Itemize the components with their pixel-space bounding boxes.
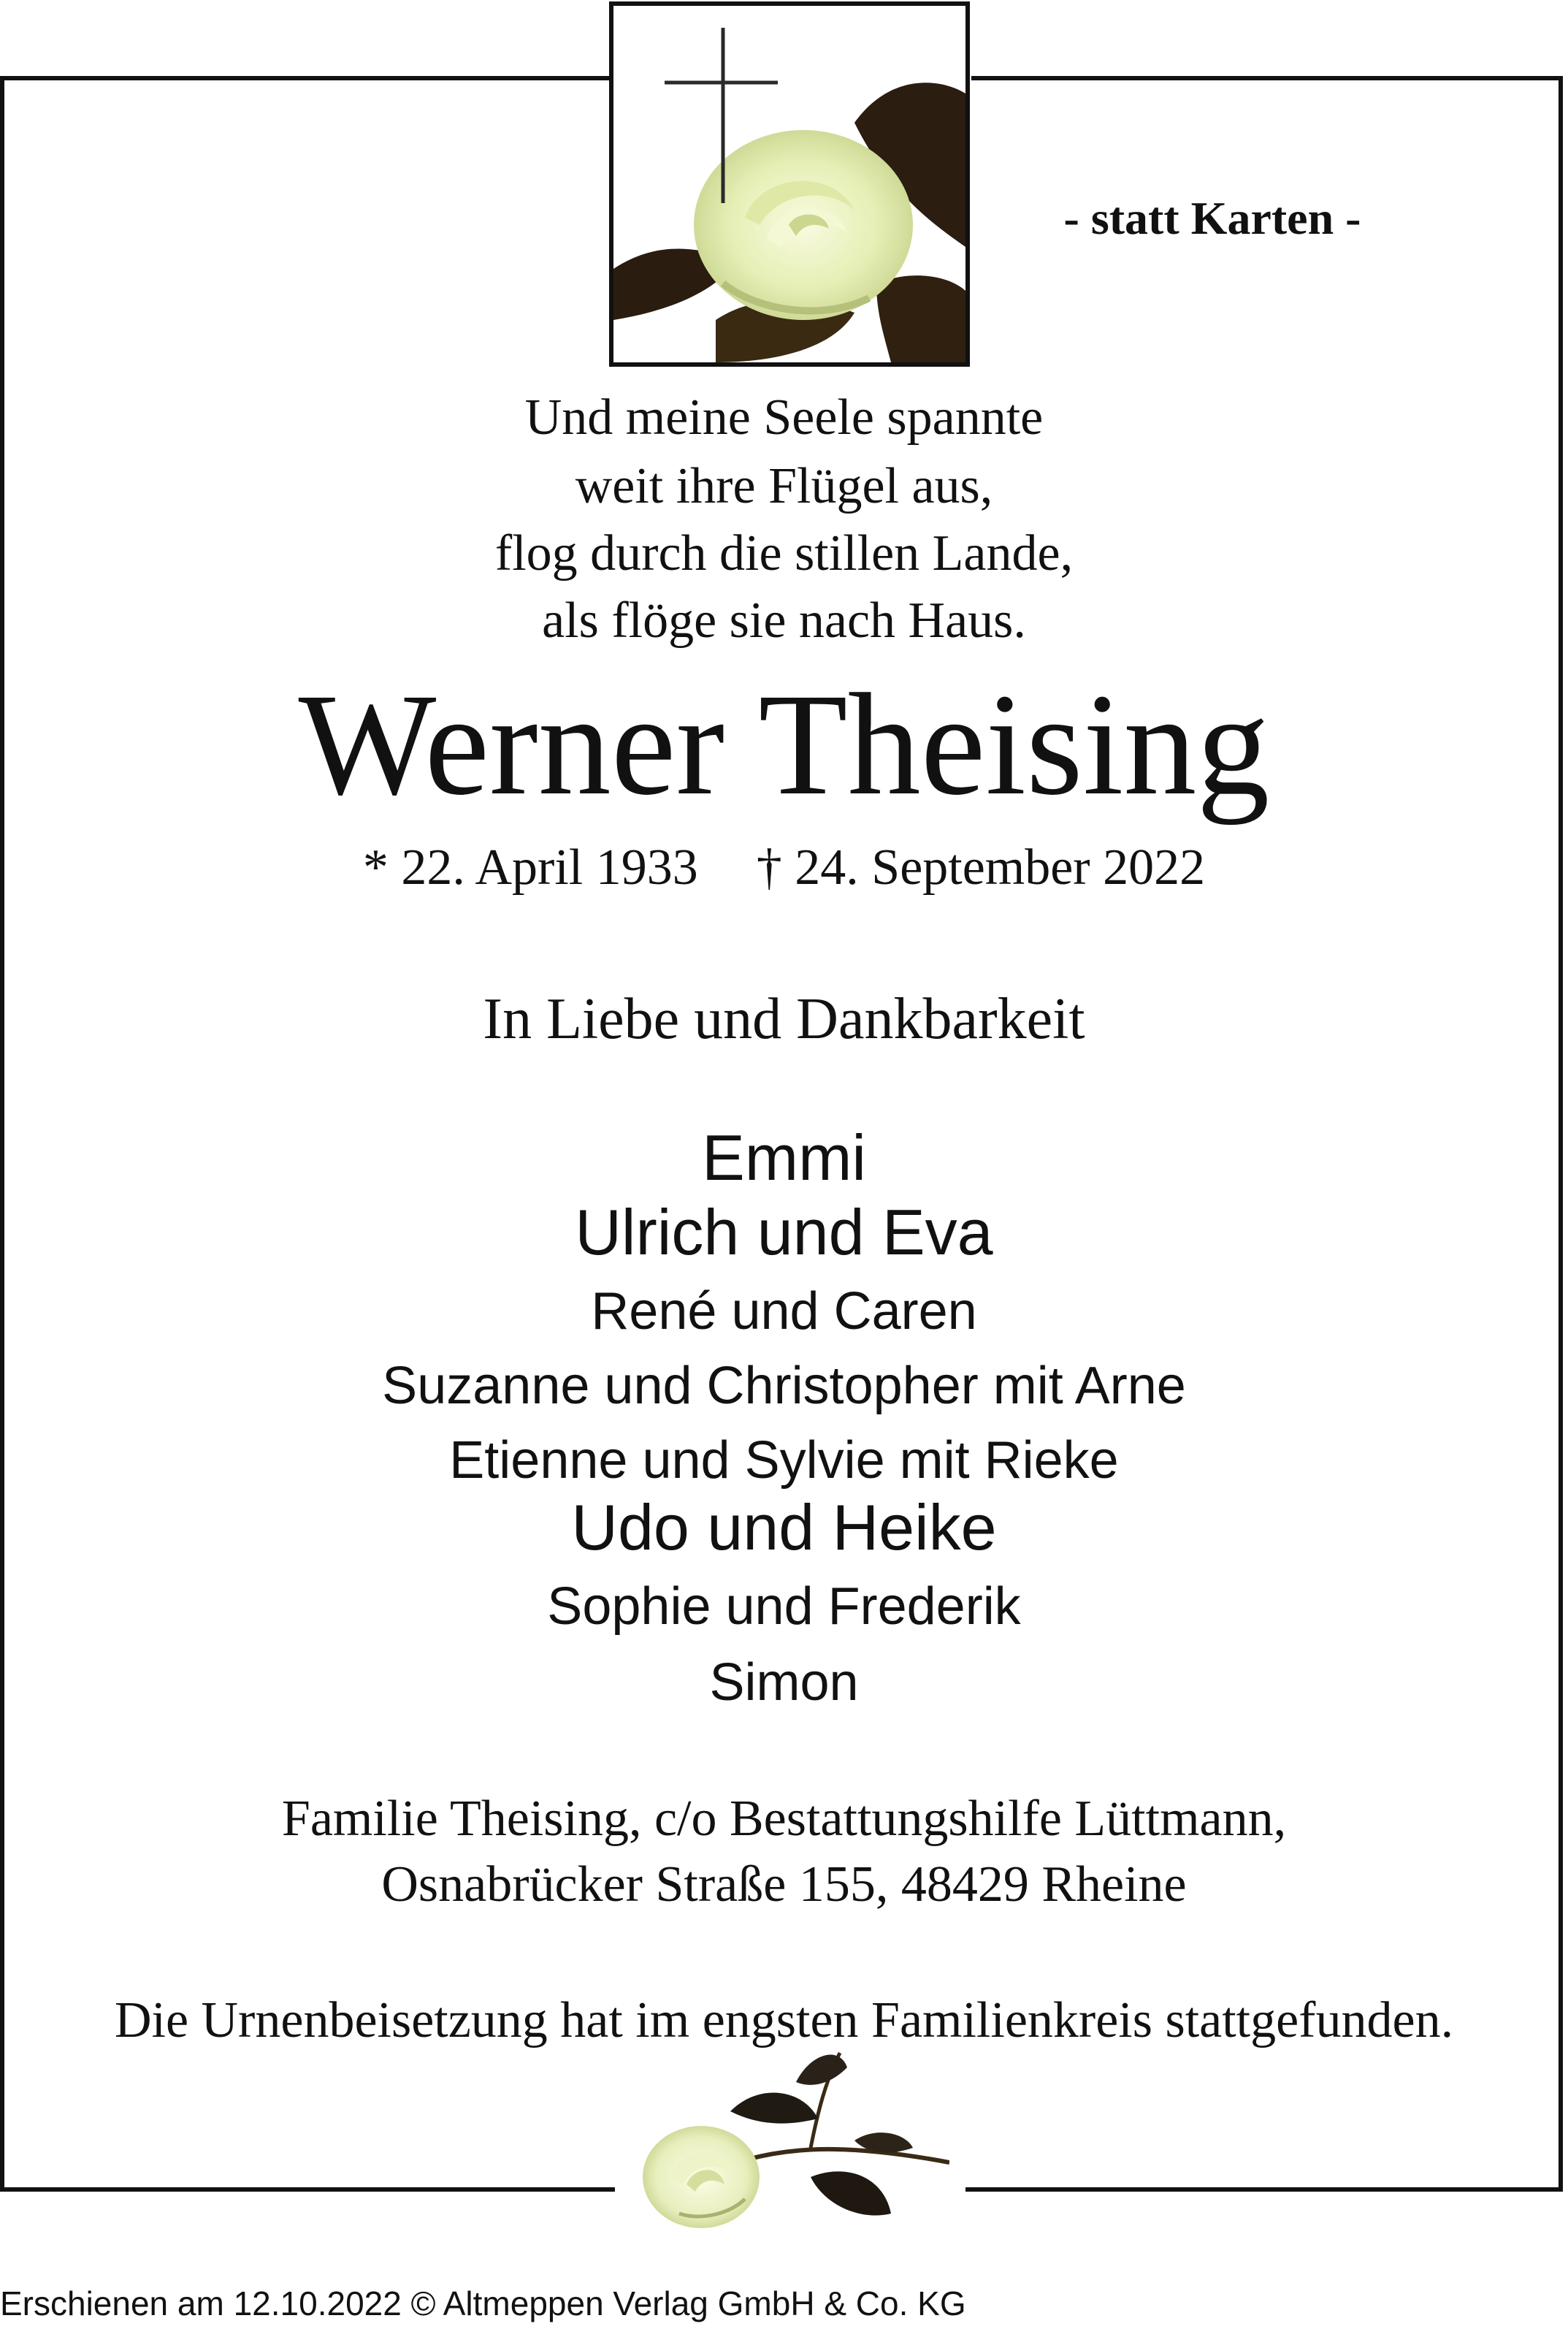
statt-karten-note: - statt Karten - xyxy=(1063,192,1361,244)
frame-bottom-right-line xyxy=(965,2187,1563,2192)
family-member: Sophie und Frederik xyxy=(547,1577,1021,1636)
family-member: Udo und Heike xyxy=(571,1491,997,1563)
frame-bottom-left-line xyxy=(0,2187,615,2192)
white-rose-icon xyxy=(628,2038,949,2243)
frame-top-left-line xyxy=(0,76,615,80)
death-date: † 24. September 2022 xyxy=(756,839,1206,896)
poem-line: Und meine Seele spannte xyxy=(524,389,1044,446)
poem-line: weit ihre Flügel aus, xyxy=(575,458,993,514)
burial-note: Die Urnenbeisetzung hat im engsten Familienkreis stattgefunden. xyxy=(114,1992,1454,2048)
address-line: Osnabrücker Straße 155, 48429 Rheine xyxy=(381,1856,1187,1913)
poem-line: als flöge sie nach Haus. xyxy=(542,592,1026,649)
family-member: Simon xyxy=(709,1653,859,1712)
family-member: René und Caren xyxy=(591,1282,977,1341)
frame-top-right-line xyxy=(971,76,1563,80)
address-line: Familie Theising, c/o Bestattungshilfe Lüttmann, xyxy=(281,1791,1287,1847)
publication-footer: Erschienen am 12.10.2022 © Altmeppen Verlag GmbH & Co. KG xyxy=(0,2284,966,2322)
deceased-name: Werner Theising xyxy=(298,664,1270,826)
family-member: Suzanne und Christopher mit Arne xyxy=(382,1357,1186,1415)
family-member: Emmi xyxy=(702,1121,866,1194)
life-dates xyxy=(0,839,1568,897)
birth-date: * 22. April 1933 xyxy=(362,839,698,896)
family-member: Etienne und Sylvie mit Rieke xyxy=(449,1431,1119,1490)
dedication-line: In Liebe und Dankbarkeit xyxy=(483,987,1085,1051)
family-member: Ulrich und Eva xyxy=(575,1196,993,1268)
cross-and-white-rose-icon xyxy=(609,1,970,367)
poem-line: flog durch die stillen Lande, xyxy=(494,525,1074,582)
